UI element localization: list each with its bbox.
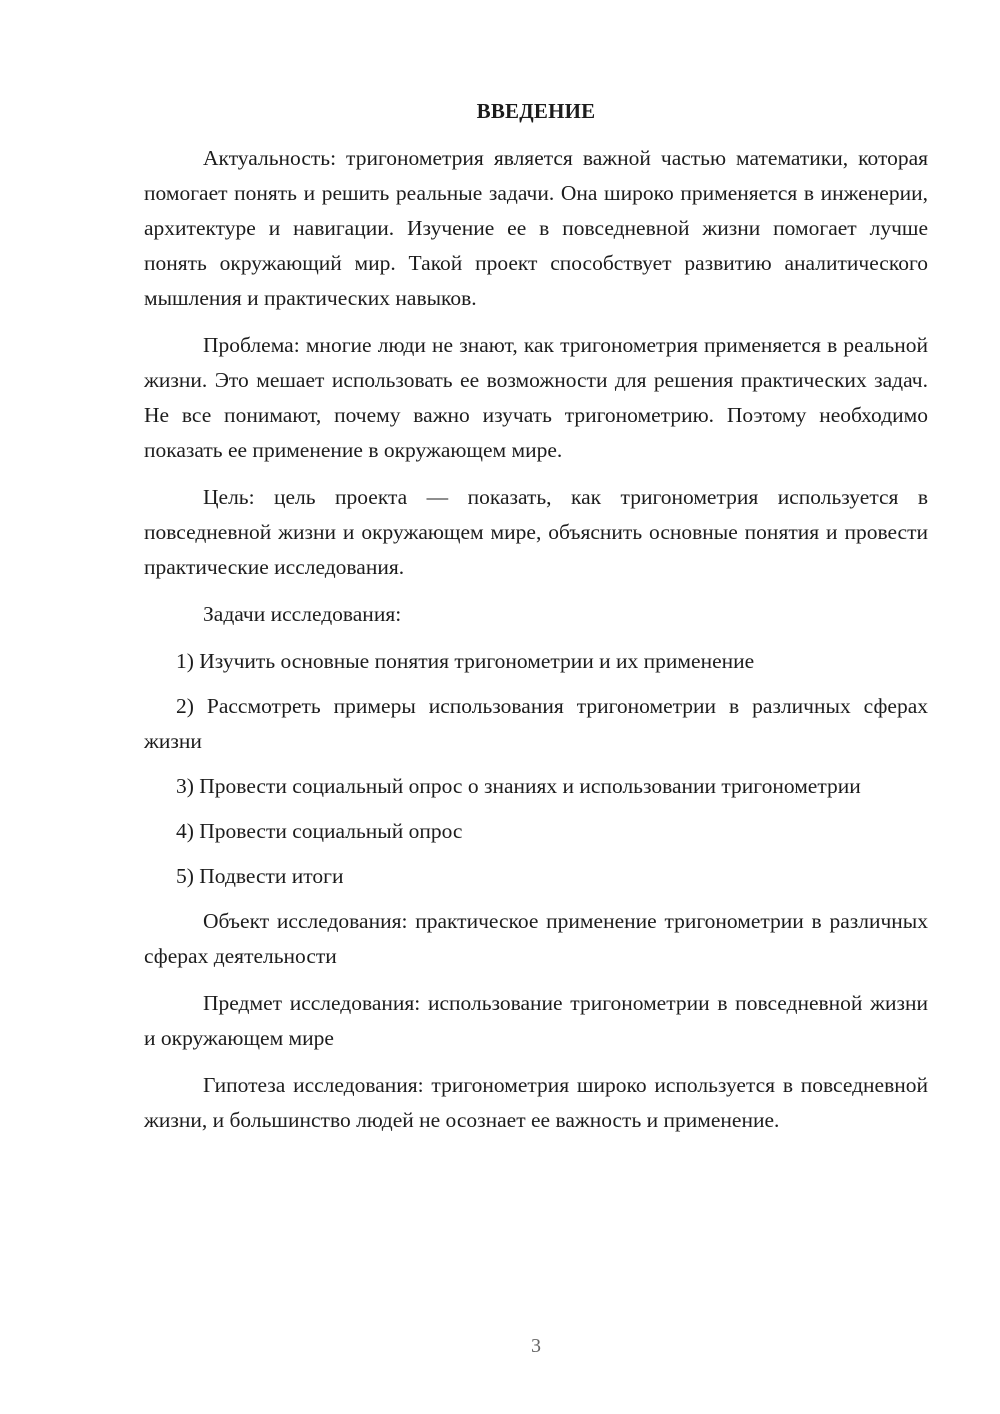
list-item: 4) Провести социальный опрос — [176, 819, 463, 843]
paragraph-problem: Проблема: многие люди не знают, как тригонометрия применяется в реальной жизни. Это мешает использовать ее возможности для решения практических задач. Не все понимают, почему важно изучать тригонометрию. Поэтому необходимо показать ее применение в окружающем мире. — [144, 333, 928, 462]
paragraph-relevance: Актуальность: тригонометрия является важной частью математики, которая помогает понять и решить реальные задачи. Она широко применяется в инженерии, архитектуре и навигации. Изучение ее в повседневной жизни помогает лучше понять окружающий мир. Такой проект способствует развитию аналитического мышления и практических навыков. — [144, 146, 928, 310]
list-item: 3) Провести социальный опрос о знаниях и использовании тригонометрии — [176, 774, 861, 798]
tasks-heading: Задачи исследования: — [203, 602, 402, 626]
paragraph-object: Объект исследования: практическое применение тригонометрии в различных сферах деятельности — [144, 909, 928, 968]
page-number: 3 — [531, 1335, 541, 1357]
tasks-list — [144, 644, 928, 894]
paragraph-hypothesis: Гипотеза исследования: тригонометрия широко используется в повседневной жизни, и большинство людей не осознает ее важность и применение. — [144, 1073, 928, 1132]
list-item: 2) Рассмотреть примеры использования тригонометрии в различных сферах жизни — [144, 694, 928, 753]
paragraph-subject: Предмет исследования: использование тригонометрии в повседневной жизни и окружающем мире — [144, 991, 928, 1050]
page-title: ВВЕДЕНИЕ — [476, 99, 596, 123]
paragraph-goal: Цель: цель проекта — показать, как тригонометрия используется в повседневной жизни и окружающем мире, объяснить основные понятия и провести практические исследования. — [144, 485, 928, 579]
page-content — [144, 94, 928, 1150]
list-item: 5) Подвести итоги — [176, 864, 344, 888]
list-item: 1) Изучить основные понятия тригонометрии и их применение — [176, 649, 755, 673]
